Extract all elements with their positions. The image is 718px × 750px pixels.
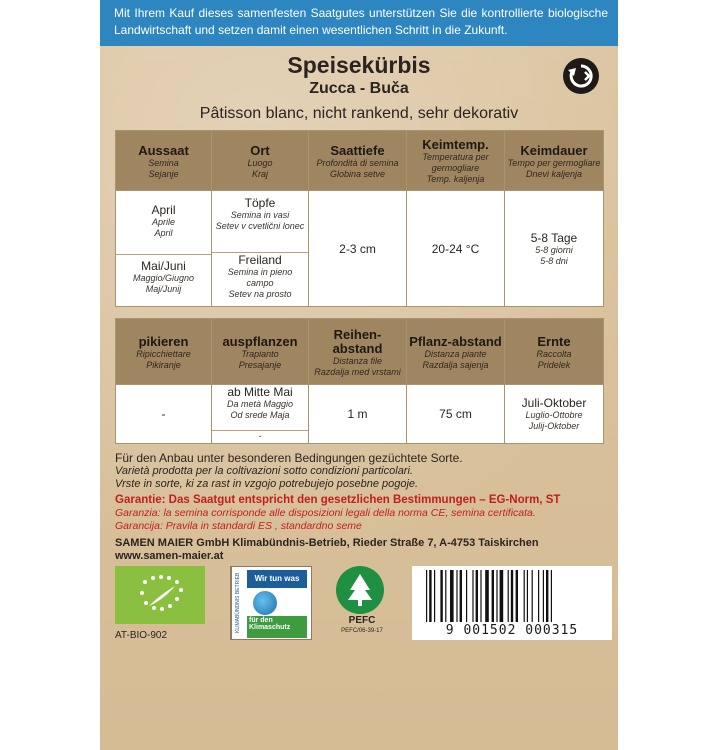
cell-pikieren: - xyxy=(116,385,212,444)
note-de: Für den Anbau unter besonderen Bedingungen gezüchtete Sorte. xyxy=(115,451,463,465)
cultivation-note xyxy=(115,451,605,491)
guarantee-de: Garantie: Das Saatgut entspricht den gesetzlichen Bestimmungen – EG-Norm, ST xyxy=(115,494,561,506)
header-saattiefe: Saattiefe Profondità di semina Globina setve xyxy=(309,131,407,191)
product-description: Pâtisson blanc, nicht rankend, sehr dekorativ xyxy=(199,105,519,122)
planting-table-row xyxy=(116,385,604,444)
product-title: Speisekürbis xyxy=(287,52,431,78)
header-auspflanzen: auspflanzen Trapianto Presajanje xyxy=(212,319,309,385)
header-keimtemp: Keimtemp. Temperatura per germogliare Temp. kaljenja xyxy=(407,131,505,191)
company-address: SAMEN MAIER GmbH Klimabündnis-Betrieb, Rieder Straße 7, A-4753 Taiskirchen xyxy=(115,537,539,549)
cell-saattiefe: 2-3 cm xyxy=(309,191,407,307)
header-pikieren: pikieren Ripicchiettare Pikiranje xyxy=(116,319,212,385)
eu-bio-code: AT-BIO-902 xyxy=(115,630,168,641)
planting-table xyxy=(115,318,604,444)
company-info xyxy=(115,537,605,563)
cell-ort: Töpfe Semina in vasi Setev v cvetlični lonec Freiland Semina in pieno campo Setev na prosto xyxy=(212,191,309,307)
cell-ernte: Juli-Oktober Luglio-Ottobre Julij-Oktober xyxy=(505,385,604,444)
guarantee-it: Garanzia: la semina corrisponde alle disposizioni legali della norma CE, semina certificata. xyxy=(115,507,536,519)
header-reihenabstand: Reihen-abstand Distanza file Razdalja med vrstami xyxy=(309,319,407,385)
globe-icon xyxy=(253,591,277,615)
banner-text: Mit Ihrem Kauf dieses samenfesten Saatgutes unterstützen Sie die kontrollierte biologische Landwirtschaft und setzen damit einen wesentlichen Schritt in die Zukunft. xyxy=(114,6,608,37)
barcode-bars xyxy=(426,570,598,622)
sowing-table-header xyxy=(116,131,604,191)
guarantee-block xyxy=(115,494,605,533)
cell-aussaat: April Aprile April Mai/Juni Maggio/Giugno Maj/Junij xyxy=(116,191,212,307)
recycle-icon xyxy=(563,58,599,94)
note-sl: Vrste in sorte, ki za rast in vzgojo potrebujejo posebne pogoje. xyxy=(115,478,419,490)
guarantee-sl: Garancija: Pravila in standardi ES , standardno seme xyxy=(115,520,362,532)
header-aussaat: Aussaat Semina Sejanje xyxy=(116,131,212,191)
sowing-table-row xyxy=(116,191,604,307)
sowing-table xyxy=(115,130,604,307)
seed-packet-back xyxy=(100,0,618,750)
header-ernte: Ernte Raccolta Pridelek xyxy=(505,319,604,385)
product-subtitle: Zucca - Buča xyxy=(309,80,409,97)
cell-reihenabstand: 1 m xyxy=(309,385,407,444)
barcode-number: 9 001502 000315 xyxy=(445,623,579,638)
header-ort: Ort Luogo Kraj xyxy=(212,131,309,191)
note-it: Varietà prodotta per la coltivazioni sotto condizioni particolari. xyxy=(115,465,413,477)
cell-auspflanzen: ab Mitte Mai Da metà Maggio Od srede Maja - xyxy=(212,385,309,444)
info-banner xyxy=(100,0,618,46)
klimabuendnis-logo-icon: KLIMABÜNDNIS BETRIEB Wir tun was für den Klimaschutz xyxy=(230,566,312,640)
company-website: www.samen-maier.at xyxy=(115,550,224,562)
cell-pflanzabstand: 75 cm xyxy=(407,385,505,444)
pefc-logo-icon: PEFC PEFC/06-39-17 xyxy=(336,566,388,638)
planting-table-header xyxy=(116,319,604,385)
eu-organic-logo-icon xyxy=(115,566,205,624)
header-pflanzabstand: Pflanz-abstand Distanza piante Razdalja sajenja xyxy=(407,319,505,385)
cell-keimdauer: 5-8 Tage 5-8 giorni 5-8 dni xyxy=(505,191,604,307)
header-keimdauer: Keimdauer Tempo per germogliare Dnevi kaljenja xyxy=(505,131,604,191)
cell-keimtemp: 20-24 °C xyxy=(407,191,505,307)
barcode xyxy=(412,566,612,640)
